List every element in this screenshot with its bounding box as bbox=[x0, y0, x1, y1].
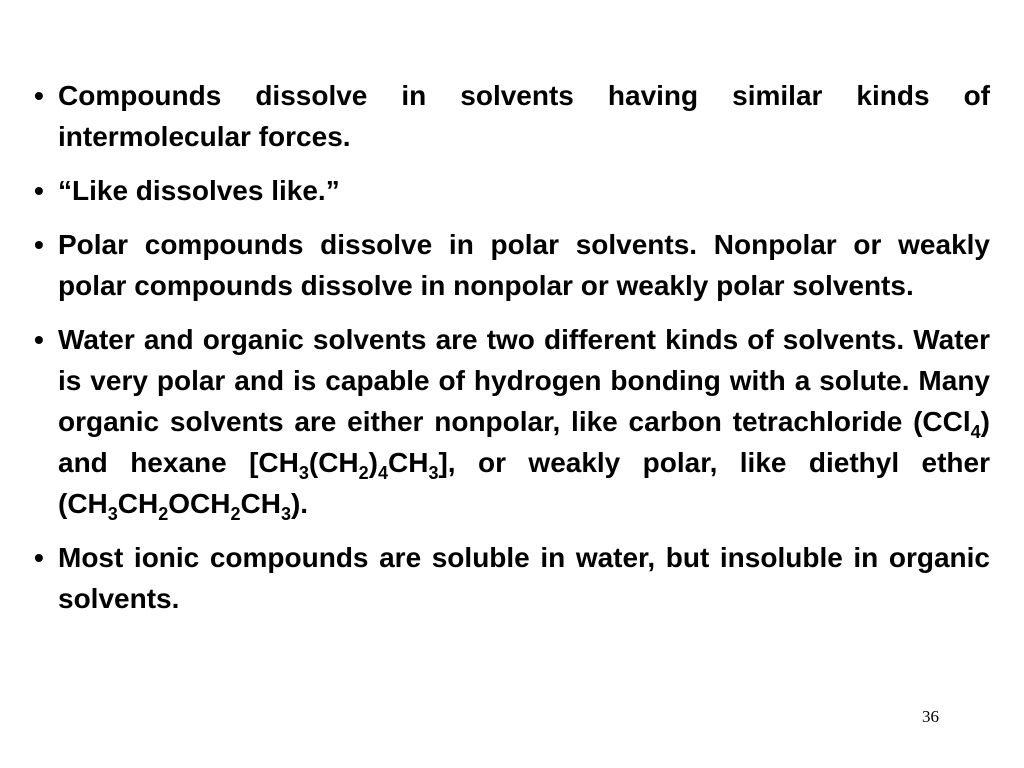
text-segment: ) bbox=[368, 447, 378, 478]
bullet-dot-icon: • bbox=[34, 542, 44, 573]
text-segment: Water and organic solvents are two different kinds of solvents. Water is very polar and is capable of hydrogen bonding with a solute. Many organic solvents are either nonpolar, like carbon tetrachloride (CCl bbox=[58, 324, 990, 437]
bullet-item-5 bbox=[34, 537, 990, 619]
bullet-list bbox=[34, 75, 990, 632]
bullet-dot-icon: • bbox=[34, 324, 44, 355]
text-segment: OCH bbox=[168, 488, 231, 519]
text-segment: CH bbox=[240, 488, 281, 519]
bullet-text-ionic-compounds: Most ionic compounds are soluble in water, but insoluble in organic solvents. bbox=[58, 542, 990, 614]
subscript: 3 bbox=[428, 463, 439, 483]
bullet-text-polar-compounds: Polar compounds dissolve in polar solvents. Nonpolar or weakly polar compounds dissolve in nonpolar or weakly polar solvents. bbox=[58, 229, 990, 301]
text-segment: ) and hexane [CH bbox=[58, 406, 990, 478]
bullet-dot-icon: • bbox=[34, 229, 44, 260]
bullet-dot-icon: • bbox=[34, 80, 44, 111]
bullet-item-1 bbox=[34, 75, 990, 157]
subscript: 4 bbox=[970, 422, 981, 442]
bullet-dot-icon: • bbox=[34, 175, 44, 206]
page-number: 36 bbox=[922, 707, 939, 726]
subscript: 2 bbox=[358, 463, 369, 483]
text-segment: CH bbox=[388, 447, 429, 478]
text-segment: ], or weakly polar, like diethyl ether (CH bbox=[58, 447, 990, 519]
text-segment: ). bbox=[290, 488, 309, 519]
subscript: 2 bbox=[158, 504, 169, 524]
bullet-item-3 bbox=[34, 224, 990, 306]
subscript: 3 bbox=[280, 504, 291, 524]
subscript: 2 bbox=[230, 504, 241, 524]
text-segment: (CH bbox=[308, 447, 359, 478]
bullet-item-2 bbox=[34, 170, 990, 211]
bullet-text-water-and-organic-solvents bbox=[58, 319, 990, 524]
bullet-item-4 bbox=[34, 319, 990, 524]
subscript: 3 bbox=[107, 504, 118, 524]
text-segment: CH bbox=[117, 488, 159, 519]
subscript: 4 bbox=[378, 463, 389, 483]
subscript: 3 bbox=[298, 463, 309, 483]
bullet-text-like-dissolves-like: “Like dissolves like.” bbox=[58, 175, 340, 206]
bullet-text-intermolecular-forces: Compounds dissolve in solvents having similar kinds of intermolecular forces. bbox=[58, 80, 990, 152]
